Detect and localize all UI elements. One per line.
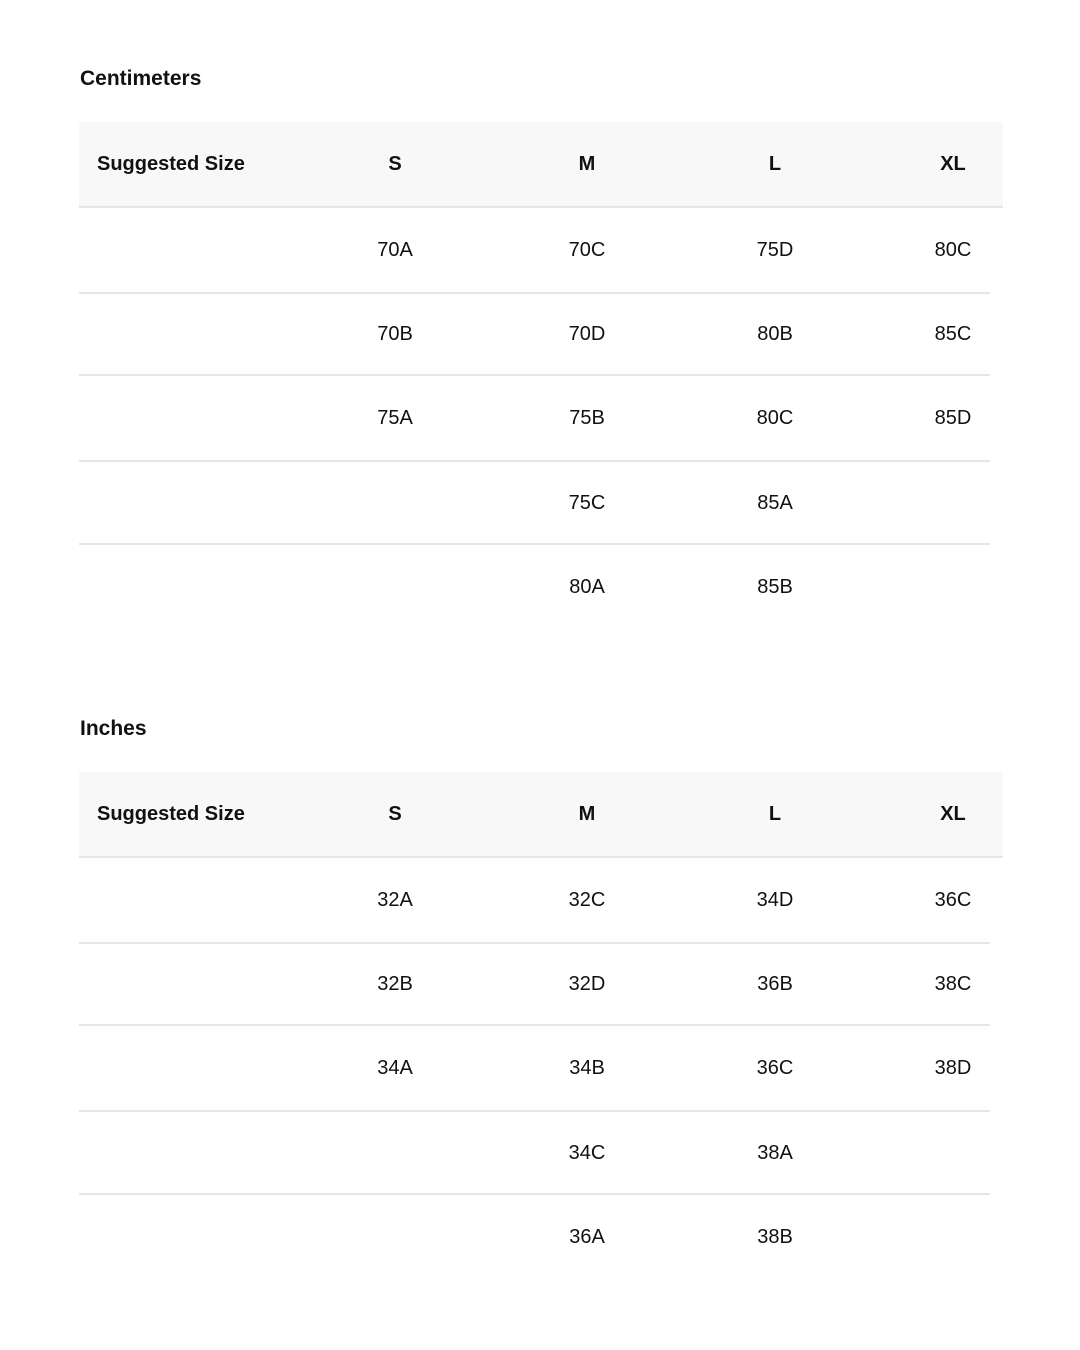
table-cell [355, 1195, 435, 1279]
table-cell [913, 1112, 993, 1193]
table-cell: 36C [756, 1057, 794, 1079]
table-cell: 70C [568, 239, 606, 261]
section-title: Centimeters [80, 67, 202, 90]
table-cell: 75D [756, 239, 794, 261]
table-cell: 85C [934, 323, 972, 345]
table-cell: 75A [377, 407, 413, 429]
table-cell: 85B [757, 576, 793, 598]
table-cell [97, 545, 317, 629]
table-header-row [79, 772, 1003, 858]
table-cell [97, 1195, 317, 1279]
table-cell: 34A [377, 1057, 413, 1079]
table-cell: 85D [934, 407, 972, 429]
column-header-l: L [768, 153, 782, 175]
table-cell: 80B [757, 323, 793, 345]
column-header-m: M [578, 153, 596, 175]
table-row [79, 1112, 990, 1195]
table-cell [97, 376, 317, 460]
table-cell: 36A [569, 1226, 605, 1248]
column-header-l: L [768, 803, 782, 825]
size-chart-table [79, 772, 1003, 1279]
table-cell [97, 858, 317, 942]
table-cell: 34C [568, 1141, 606, 1164]
table-cell: 70D [568, 323, 606, 345]
table-cell: 80C [756, 407, 794, 429]
table-cell: 38B [757, 1226, 793, 1248]
column-header-suggested-size: Suggested Size [97, 803, 245, 825]
column-header-s: S [388, 803, 402, 825]
table-row [79, 858, 990, 944]
table-row [79, 294, 990, 376]
table-row [79, 208, 990, 294]
table-cell: 80C [934, 239, 972, 261]
table-cell: 32D [568, 973, 606, 995]
table-row [79, 462, 990, 545]
table-cell [355, 545, 435, 629]
table-row [79, 944, 990, 1026]
table-cell: 70B [377, 323, 413, 345]
table-cell [913, 545, 993, 629]
column-header-m: M [578, 803, 596, 825]
table-cell: 38D [934, 1057, 972, 1079]
column-header-s: S [388, 153, 402, 175]
table-cell: 38C [934, 973, 972, 995]
table-row [79, 1026, 990, 1112]
table-cell: 80A [569, 576, 605, 598]
table-cell: 32B [377, 973, 413, 995]
table-cell [913, 1195, 993, 1279]
column-header-suggested-size: Suggested Size [97, 153, 245, 175]
table-cell [355, 1112, 435, 1193]
section-title: Inches [80, 717, 147, 740]
table-cell: 36C [934, 889, 972, 911]
table-cell: 38A [757, 1141, 793, 1164]
table-cell: 32A [377, 889, 413, 911]
table-cell [97, 462, 317, 543]
table-cell [97, 208, 317, 292]
table-cell: 36B [757, 973, 793, 995]
table-cell: 32C [568, 889, 606, 911]
table-row [79, 545, 990, 629]
table-cell [355, 462, 435, 543]
column-header-xl: XL [940, 803, 966, 825]
table-cell [97, 944, 317, 1024]
table-cell: 75C [568, 491, 606, 514]
table-row [79, 376, 990, 462]
table-cell: 34B [569, 1057, 605, 1079]
table-cell [97, 1112, 317, 1193]
table-cell: 75B [569, 407, 605, 429]
table-cell: 34D [756, 889, 794, 911]
table-cell: 70A [377, 239, 413, 261]
table-cell [97, 294, 317, 374]
column-header-xl: XL [940, 153, 966, 175]
table-cell: 85A [757, 491, 793, 514]
table-header-row [79, 122, 1003, 208]
table-cell [913, 462, 993, 543]
table-cell [97, 1026, 317, 1110]
size-chart-table [79, 122, 1003, 629]
table-row [79, 1195, 990, 1279]
